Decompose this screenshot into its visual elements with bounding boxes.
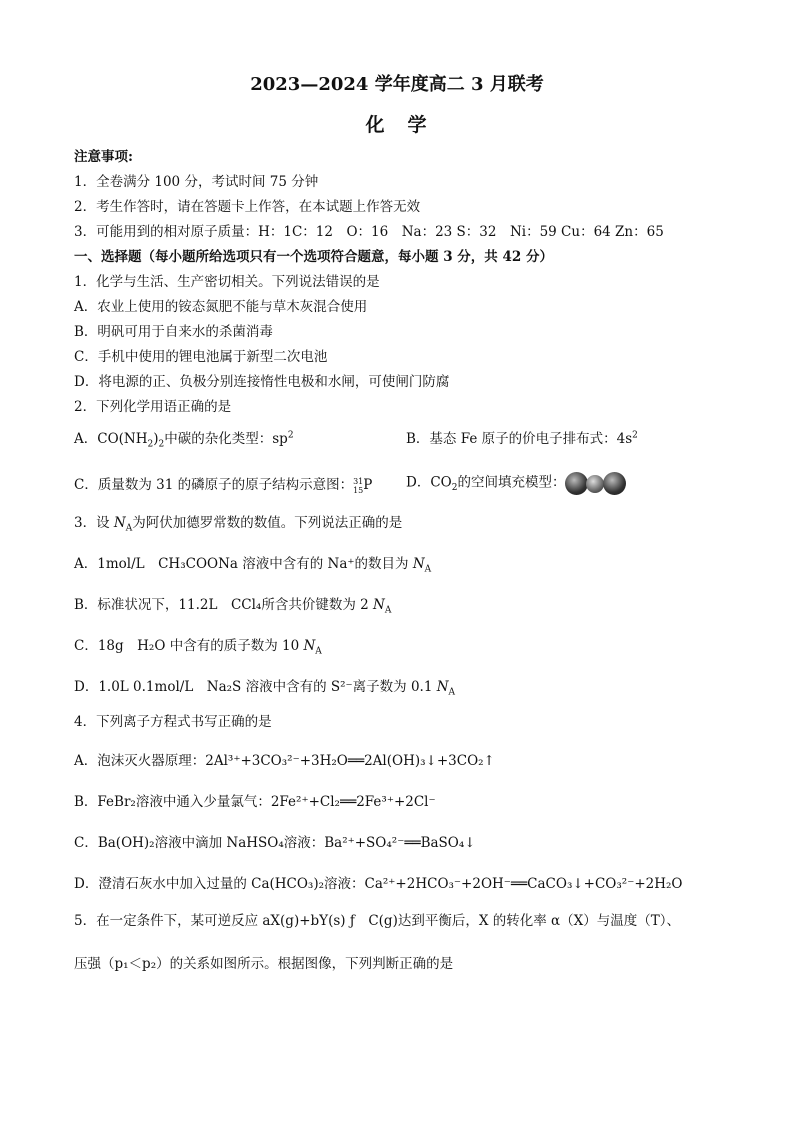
q3-stem: 3．设 $N_A$为阿伏加德罗常数的数值。下列说法正确的是 xyxy=(74,515,403,534)
q4-option-b: B．FeBr₂溶液中通入少量氯气：2Fe²⁺+Cl₂══2Fe³⁺+2Cl⁻ xyxy=(74,794,436,810)
q2-option-b: B．基态 Fe 原子的价电子排布式：$4s^2$ xyxy=(406,430,638,447)
q3-option-c: C．18g H₂O 中含有的质子数为 10 $N_A$ xyxy=(74,638,322,657)
q1-option-d: D．将电源的正、负极分别连接惰性电极和水闸，可使闸门防腐 xyxy=(74,374,450,390)
q4-option-d: D．澄清石灰水中加入过量的 Ca(HCO₃)₂溶液：Ca²⁺+2HCO₃⁻+2OH⁻══CaCO₃↓+CO₃²⁻+2H₂O xyxy=(74,876,683,892)
q2-option-c: C．质量数为 31 的磷原子的原子结构示意图：31 15P xyxy=(74,476,373,495)
q2-option-a: A．$CO(NH_2)_2$中碳的杂化类型：$sp^2$ xyxy=(74,430,294,450)
q1-option-a: A．农业上使用的铵态氮肥不能与草木灰混合使用 xyxy=(74,299,368,315)
q2-option-d: D．$CO_2$的空间填充模型： xyxy=(406,470,635,496)
notes-heading: 注意事项: xyxy=(74,149,133,165)
q2-stem: 2．下列化学用语正确的是 xyxy=(74,399,232,415)
q4-stem: 4．下列离子方程式书写正确的是 xyxy=(74,714,272,730)
q1-option-b: B．明矾可用于自来水的杀菌消毒 xyxy=(74,324,273,340)
note-item-2: 2．考生作答时，请在答题卡上作答，在本试题上作答无效 xyxy=(74,199,421,215)
q3-option-a: A．1mol/L CH₃COONa 溶液中含有的 Na⁺的数目为 $N_A$ xyxy=(74,556,432,575)
exam-title: 2023—2024 学年度高二 3 月联考 xyxy=(250,74,544,95)
q4-option-c: C．Ba(OH)₂溶液中滴加 NaHSO₄溶液：Ba²⁺+SO₄²⁻══BaSO₄↓ xyxy=(74,835,476,851)
q5-stem-line-2: 压强（p₁＜p₂）的关系如图所示。根据图像，下列判断正确的是 xyxy=(74,956,454,972)
q1-stem: 1．化学与生活、生产密切相关。下列说法错误的是 xyxy=(74,274,380,290)
section-heading: 一、选择题（每小题所给选项只有一个选项符合题意，每小题 3 分，共 42 分） xyxy=(74,249,553,265)
q4-option-a: A．泡沫灭火器原理：2Al³⁺+3CO₃²⁻+3H₂O══2Al(OH)₃↓+3CO₂↑ xyxy=(74,753,495,769)
co2-space-filling-model-icon xyxy=(565,470,635,496)
q3-option-b: B．标准状况下，11.2L CCl₄所含共价键数为 2 $N_A$ xyxy=(74,597,392,616)
note-item-1: 1．全卷满分 100 分，考试时间 75 分钟 xyxy=(74,174,319,190)
q1-option-c: C．手机中使用的锂电池属于新型二次电池 xyxy=(74,349,328,365)
note-item-3: 3．可能用到的相对原子质量：H：1C：12 O：16 Na：23 S：32 Ni：59 Cu：64 Zn：65 xyxy=(74,224,664,240)
subject-title: 化 学 xyxy=(365,114,429,136)
q5-stem-line-1: 5．在一定条件下，某可逆反应 aX(g)+bY(s) ƒ C(g)达到平衡后，X 的转化率 α（X）与温度（T）、 xyxy=(74,913,681,929)
q3-option-d: D．1.0L 0.1mol/L Na₂S 溶液中含有的 S²⁻离子数为 0.1 $N_A$ xyxy=(74,679,456,698)
